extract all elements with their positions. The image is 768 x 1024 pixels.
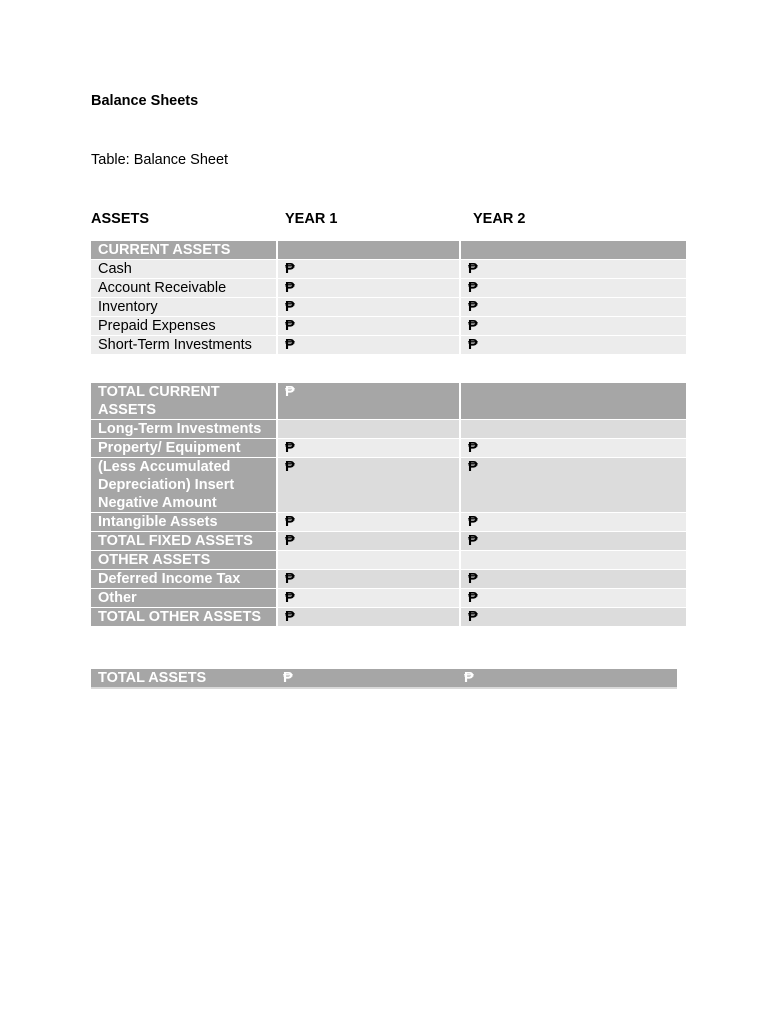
row-label: Deferred Income Tax [91,569,276,588]
cell-year-1[interactable] [276,241,459,259]
row-label: Inventory [91,297,276,316]
cell-year-1[interactable]: ₱ [276,316,459,335]
cell-year-2[interactable]: ₱ [459,588,686,607]
fixed-other-assets-table [91,383,686,626]
table-row [91,531,686,550]
cell-year-2[interactable]: ₱ [459,457,686,512]
header-year-1: YEAR 1 [285,211,338,227]
cell-year-1[interactable]: ₱ [276,259,459,278]
cell-year-1[interactable]: ₱ [276,588,459,607]
row-label: Account Receivable [91,278,276,297]
table-row [91,297,686,316]
row-label: TOTAL FIXED ASSETS [91,531,276,550]
cell-year-1[interactable] [276,550,459,569]
cell-year-2[interactable]: ₱ [459,531,686,550]
table-row [91,259,686,278]
total-assets-table [91,669,677,689]
table-row [91,241,686,259]
table-row [91,438,686,457]
cell-year-2[interactable]: ₱ [459,259,686,278]
cell-year-2[interactable] [459,383,686,419]
cell-year-1[interactable]: ₱ [276,438,459,457]
current-assets-table [91,241,686,354]
row-label: Cash [91,259,276,278]
cell-year-1[interactable]: ₱ [276,569,459,588]
cell-year-1[interactable]: ₱ [276,607,459,626]
cell-year-2[interactable] [459,419,686,438]
cell-year-1[interactable]: ₱ [276,383,459,419]
row-label: OTHER ASSETS [91,550,276,569]
row-label: Property/ Equipment [91,438,276,457]
total-assets-year-1[interactable]: ₱ [276,669,457,687]
row-label: TOTAL OTHER ASSETS [91,607,276,626]
cell-year-1[interactable]: ₱ [276,457,459,512]
row-label: TOTAL CURRENT ASSETS [91,383,276,419]
row-label: Other [91,588,276,607]
table-caption: Table: Balance Sheet [91,152,229,168]
cell-year-1[interactable]: ₱ [276,335,459,354]
cell-year-2[interactable]: ₱ [459,569,686,588]
table-row [91,588,686,607]
table-row [91,550,686,569]
cell-year-1[interactable] [276,419,459,438]
row-label: Intangible Assets [91,512,276,531]
section-label-current-assets: CURRENT ASSETS [91,241,276,259]
total-assets-label: TOTAL ASSETS [91,669,276,687]
row-label: Short-Term Investments [91,335,276,354]
cell-year-1[interactable]: ₱ [276,278,459,297]
cell-year-2[interactable] [459,241,686,259]
row-label: Long-Term Investments [91,419,276,438]
header-year-2: YEAR 2 [473,211,526,227]
cell-year-2[interactable]: ₱ [459,512,686,531]
table-row [91,383,686,419]
table-row [91,316,686,335]
table-row [91,512,686,531]
table-row [91,569,686,588]
cell-year-2[interactable]: ₱ [459,438,686,457]
cell-year-2[interactable]: ₱ [459,335,686,354]
table-row [91,419,686,438]
cell-year-1[interactable]: ₱ [276,512,459,531]
cell-year-2[interactable]: ₱ [459,297,686,316]
cell-year-2[interactable]: ₱ [459,278,686,297]
table-row [91,335,686,354]
table-row [91,607,686,626]
row-label: (Less Accumulated Depreciation) Insert Negative Amount [91,457,276,512]
table-row [91,457,686,512]
header-assets: ASSETS [91,211,150,227]
table-row [91,669,677,687]
table-row [91,278,686,297]
document-title: Balance Sheets [91,93,199,109]
cell-year-2[interactable]: ₱ [459,316,686,335]
row-label: Prepaid Expenses [91,316,276,335]
cell-year-1[interactable]: ₱ [276,531,459,550]
cell-year-2[interactable]: ₱ [459,607,686,626]
cell-year-2[interactable] [459,550,686,569]
cell-year-1[interactable]: ₱ [276,297,459,316]
total-assets-year-2[interactable]: ₱ [457,669,677,687]
